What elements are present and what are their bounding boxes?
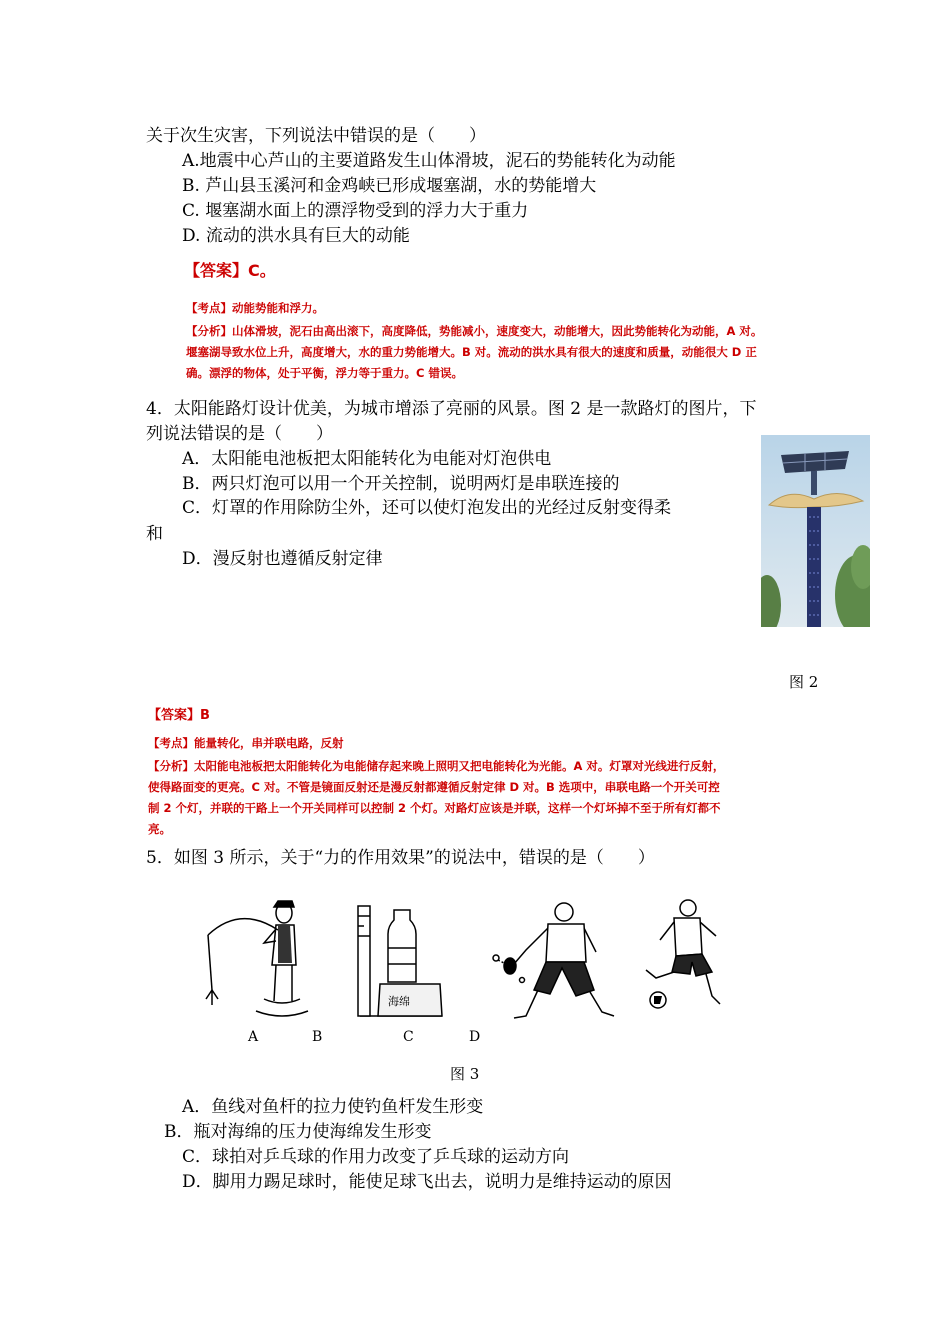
q4-option-c: C．灯罩的作用除防尘外，还可以使灯泡发出的光经过反射变得柔 bbox=[182, 498, 672, 518]
q4-fenxi-line3: 制 2 个灯，并联的干路上一个开关同样可以控制 2 个灯。对路灯应该是并联，这样一个灯坏掉不至于所有灯都不 bbox=[148, 801, 721, 815]
fishing-figure bbox=[200, 895, 310, 1025]
sponge-label: 海绵 bbox=[388, 995, 410, 1008]
q4-fenxi-line1: 【分析】太阳能电池板把太阳能转化为电能储存起来晚上照明又把电能转化为光能。A 对。灯罩对光线进行反射， bbox=[148, 759, 725, 773]
q5-option-c: C．球拍对乒乓球的作用力改变了乒乓球的运动方向 bbox=[182, 1147, 570, 1167]
q5-option-a: A．鱼线对鱼杆的拉力使钓鱼杆发生形变 bbox=[182, 1097, 484, 1117]
q3-answer: 【答案】C。 bbox=[184, 261, 276, 280]
q4-kaodian: 【考点】能量转化，串并联电路，反射 bbox=[148, 736, 344, 750]
q3-stem: 关于次生灾害，下列说法中错误的是（ ） bbox=[146, 126, 486, 146]
q3-fenxi-line1: 【分析】山体滑坡，泥石由高出滚下，高度降低，势能减小，速度变大，动能增大，因此势能转化为动能，A 对。 bbox=[186, 324, 763, 338]
q4-answer: 【答案】B bbox=[148, 708, 210, 723]
figure-label-a: A bbox=[248, 1029, 259, 1045]
q3-option-a: A.地震中心芦山的主要道路发生山体滑坡，泥石的势能转化为动能 bbox=[182, 151, 676, 171]
q3-fenxi-line2: 堰塞湖导致水位上升，高度增大，水的重力势能增大。B 对。流动的洪水具有很大的速度和质量，动能很大 D 正 bbox=[186, 345, 757, 359]
q3-option-b: B. 芦山县玉溪河和金鸡峡已形成堰塞湖，水的势能增大 bbox=[182, 176, 597, 196]
bottle-sponge-figure bbox=[356, 902, 446, 1018]
q5-option-b: B．瓶对海绵的压力使海绵发生形变 bbox=[164, 1122, 432, 1142]
street-lamp-photo bbox=[761, 435, 870, 627]
figure-label-b: B bbox=[312, 1029, 323, 1045]
q3-fenxi-line3: 确。漂浮的物体，处于平衡，浮力等于重力。C 错误。 bbox=[186, 366, 463, 380]
q4-stem-line1: 4．太阳能路灯设计优美，为城市增添了亮丽的风景。图 2 是一款路灯的图片，下 bbox=[146, 399, 757, 419]
q4-option-a: A．太阳能电池板把太阳能转化为电能对灯泡供电 bbox=[182, 449, 552, 469]
q3-kaodian: 【考点】动能势能和浮力。 bbox=[186, 301, 324, 315]
figure-label-d: D bbox=[469, 1029, 481, 1045]
q5-stem: 5．如图 3 所示，关于“力的作用效果”的说法中，错误的是（ ） bbox=[146, 848, 655, 868]
q4-fenxi-line4: 亮。 bbox=[148, 822, 171, 836]
q4-option-b: B．两只灯泡可以用一个开关控制，说明两灯是串联连接的 bbox=[182, 474, 620, 494]
q4-fenxi-line2: 使得路面变的更亮。C 对。不管是镜面反射还是漫反射都遵循反射定律 D 对。B 选项中，串联电路一个开关可控 bbox=[148, 780, 720, 794]
figure-2-caption: 图 2 bbox=[789, 673, 819, 691]
figure-3-caption: 图 3 bbox=[450, 1065, 480, 1083]
figure-label-c: C bbox=[403, 1029, 414, 1045]
q5-option-d: D．脚用力踢足球时，能使足球飞出去，说明力是维持运动的原因 bbox=[182, 1172, 672, 1192]
table-tennis-figure bbox=[492, 898, 618, 1022]
q4-option-d: D．漫反射也遵循反射定律 bbox=[182, 549, 383, 569]
q3-option-d: D. 流动的洪水具有巨大的动能 bbox=[182, 226, 410, 246]
q4-stem-line2: 列说法错误的是（ ） bbox=[146, 424, 333, 444]
q4-option-c-wrap: 和 bbox=[146, 524, 163, 544]
football-kick-figure bbox=[636, 896, 728, 1022]
q3-option-c: C. 堰塞湖水面上的漂浮物受到的浮力大于重力 bbox=[182, 201, 529, 221]
